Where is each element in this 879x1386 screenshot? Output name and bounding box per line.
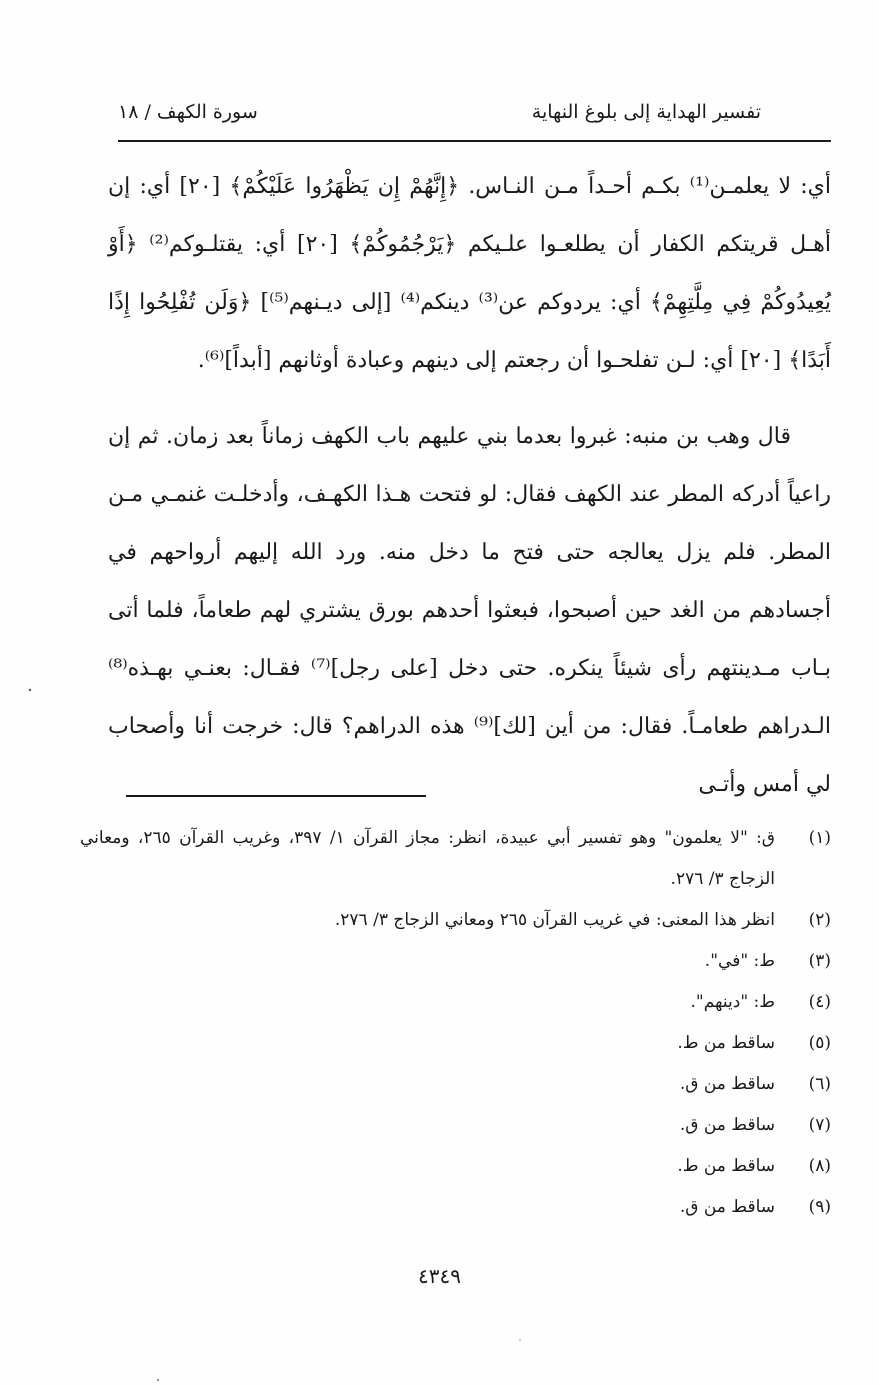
footnote-item xyxy=(80,1105,831,1146)
running-header xyxy=(118,92,761,132)
footnote-number: (٧) xyxy=(808,1115,831,1135)
footnote-item xyxy=(80,1187,831,1228)
footnote-item xyxy=(80,1146,831,1187)
footnote-item xyxy=(80,1064,831,1105)
footnote-text: ساقط من ق. xyxy=(679,1115,775,1135)
footnote-text: ساقط من ط. xyxy=(677,1033,775,1053)
footnote-number: (٥) xyxy=(808,1033,831,1053)
footnote-item xyxy=(80,1023,831,1064)
surah-page-reference: سورة الكهف / ١٨ xyxy=(118,101,258,123)
footnote-text: ساقط من ق. xyxy=(679,1074,775,1094)
footnote-number: (٣) xyxy=(808,951,831,971)
footnote-item xyxy=(80,818,831,900)
footnote-text: ق: "لا يعلمون" وهو تفسير أبي عبيدة، انظر: مجاز القرآن ١/ ٣٩٧، وغريب القرآن ٢٦٥، ومعاني الزجاج ٣/ ٢٧٦. xyxy=(80,828,775,889)
footnote-text: انظر هذا المعنى: في غريب القرآن ٢٦٥ ومعاني الزجاج ٣/ ٢٧٦. xyxy=(334,910,775,930)
footnote-text: ط: "دينهم". xyxy=(690,992,775,1012)
paragraph-1: أي: لا يعلمـن⁽¹⁾ بكـم أحـداً مـن النـاس. ﴿إِنَّهُمْ إِن يَظْهَرُوا عَلَيْكُمْ﴾ [٢٠] أي: إن أهـل قريتكم الكفار أن يطلعـوا علـيكم ﴿يَرْجُمُوكُمْ﴾ [٢٠] أي: يقتلـوكم⁽²⁾ ﴿أَوْ يُعِيدُوكُمْ فِي مِلَّتِهِمْ﴾ أي: يردوكم عن⁽³⁾ دينكم⁽⁴⁾ [إلى ديـنهم⁽⁵⁾] ﴿وَلَن تُفْلِحُوا إِذًا أَبَدًا﴾ [٢٠] أي: لـن تفلحـوا أن رجعتم إلى دينهم وعبادة أوثانهم [أبداً]⁽⁶⁾. xyxy=(108,174,831,373)
footnote-text: ط: "في". xyxy=(704,951,775,971)
book-title: تفسير الهداية إلى بلوغ النهاية xyxy=(531,101,761,123)
footnote-text: ساقط من ط. xyxy=(677,1156,775,1176)
footnote-text: ساقط من ق. xyxy=(679,1197,775,1217)
footnote-number: (١) xyxy=(808,828,831,848)
footnote-number: (٩) xyxy=(808,1197,831,1217)
footnote-number: (٦) xyxy=(808,1074,831,1094)
main-text xyxy=(108,158,831,814)
page-number: ٤٣٤٩ xyxy=(418,1264,461,1288)
footnotes xyxy=(80,818,831,1228)
footnote-item xyxy=(80,900,831,941)
footnote-item xyxy=(80,982,831,1023)
footnote-separator xyxy=(126,795,426,797)
footnote-number: (٨) xyxy=(808,1156,831,1176)
footnote-item xyxy=(80,941,831,982)
footnote-number: (٢) xyxy=(808,910,831,930)
header-rule xyxy=(118,140,831,142)
footnote-number: (٤) xyxy=(808,992,831,1012)
paragraph-2: قال وهب بن منبه: غبروا بعدما بني عليهم باب الكهف زماناً بعد زمان. ثم إن راعياً أدركه المطر عند الكهف فقال: لو فتحت هـذا الكهـف، وأدخلـت غنمـي مـن المطر. فلم يزل يعالجه حتى فتح ما دخل منه. ورد الله إليهم أرواحهم في أجسادهم من الغد حين أصبحوا، فبعثوا أحدهم بورق يشتري لهم طعاماً، فلما أتى بـاب مـدينتهم رأى شيئاً ينكره. حتى دخل [على رجل]⁽⁷⁾ فقـال: بعنـي بهـذه⁽⁸⁾ الـدراهم طعامـاً. فقال: من أين [لك]⁽⁹⁾ هذه الدراهم؟ قال: خرجت أنا وأصحاب لي أمس وأتـى xyxy=(108,424,832,797)
